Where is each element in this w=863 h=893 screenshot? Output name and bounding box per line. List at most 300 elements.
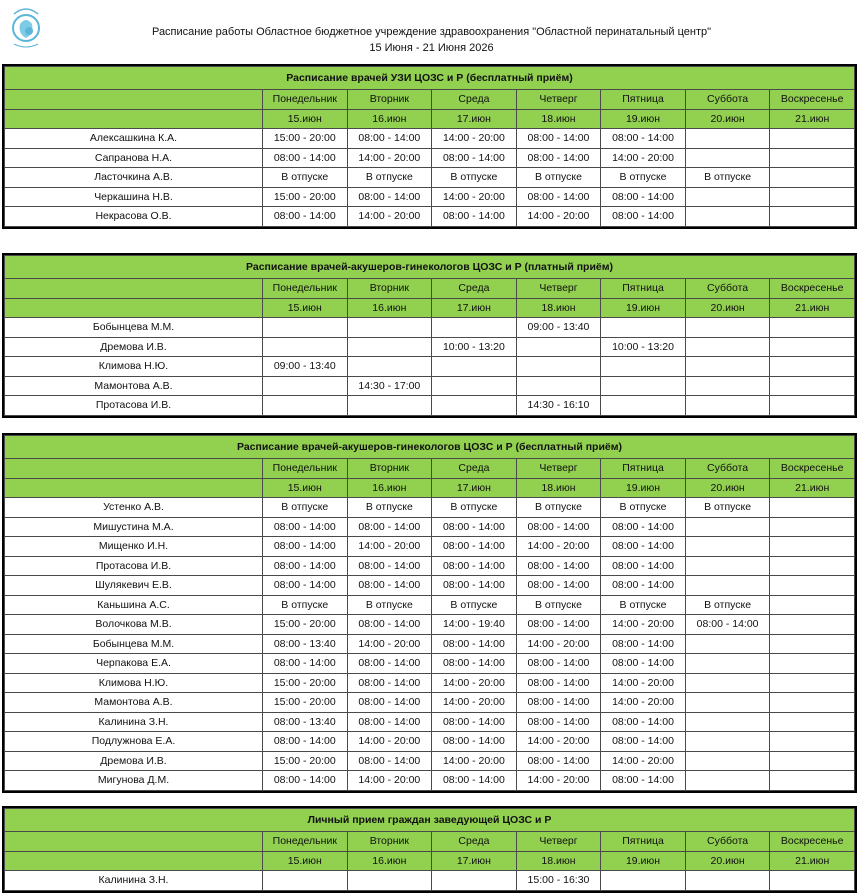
schedule-cell [770, 732, 855, 752]
date-header: 21.июн [770, 478, 855, 498]
date-header: 15.июн [263, 478, 348, 498]
schedule-cell: 08:00 - 13:40 [263, 712, 348, 732]
schedule-cell [432, 376, 517, 396]
schedule-cell [347, 337, 432, 357]
table-row [5, 751, 855, 771]
schedule-cell [770, 871, 855, 891]
schedule-cell: 15:00 - 16:30 [516, 871, 601, 891]
schedule-cell: В отпуске [516, 168, 601, 188]
table-row [5, 207, 855, 227]
schedule-cell [685, 337, 770, 357]
schedule-cell [770, 537, 855, 557]
schedule-cell: 14:00 - 20:00 [347, 148, 432, 168]
day-header: Воскресенье [770, 279, 855, 299]
schedule-cell: 14:00 - 20:00 [347, 537, 432, 557]
doctor-name: Климова Н.Ю. [5, 673, 263, 693]
schedule-cell: 14:00 - 20:00 [516, 634, 601, 654]
schedule-cell: 08:00 - 14:00 [516, 654, 601, 674]
schedule-cell: 08:00 - 14:00 [432, 732, 517, 752]
schedule-cell [770, 771, 855, 791]
schedule-cell: 15:00 - 20:00 [263, 751, 348, 771]
schedule-cell: 08:00 - 14:00 [601, 517, 686, 537]
doctor-name: Калинина З.Н. [5, 871, 263, 891]
schedule-cell [347, 871, 432, 891]
schedule-cell: 08:00 - 14:00 [516, 187, 601, 207]
date-header: 19.июн [601, 109, 686, 129]
table-row [5, 376, 855, 396]
schedule-cell: 15:00 - 20:00 [263, 693, 348, 713]
schedule-cell [516, 357, 601, 377]
day-header: Понедельник [263, 832, 348, 852]
schedule-cell [770, 654, 855, 674]
date-header: 21.июн [770, 851, 855, 871]
schedule-cell: В отпуске [601, 595, 686, 615]
schedule-cell: 10:00 - 13:20 [601, 337, 686, 357]
doctor-name: Калинина З.Н. [5, 712, 263, 732]
doctor-name: Дремова И.В. [5, 751, 263, 771]
section-title: Личный прием граждан заведующей ЦОЗС и Р [5, 809, 855, 832]
schedule-cell [770, 337, 855, 357]
table-row [5, 517, 855, 537]
schedule-cell: 08:00 - 14:00 [347, 129, 432, 149]
schedule-cell [770, 595, 855, 615]
schedule-cell: 14:30 - 17:00 [347, 376, 432, 396]
date-header: 17.июн [432, 478, 517, 498]
date-header: 19.июн [601, 851, 686, 871]
schedule-cell [263, 337, 348, 357]
schedule-cell: В отпуске [601, 498, 686, 518]
schedule-cell: 08:00 - 14:00 [516, 712, 601, 732]
schedule-cell [263, 318, 348, 338]
schedule-cell [685, 537, 770, 557]
doctor-name: Черкашина Н.В. [5, 187, 263, 207]
schedule-cell [770, 673, 855, 693]
doctor-name: Сапранова Н.А. [5, 148, 263, 168]
schedule-cell [347, 318, 432, 338]
schedule-cell: 08:00 - 14:00 [347, 556, 432, 576]
doctor-name: Протасова И.В. [5, 556, 263, 576]
doctor-name: Устенко А.В. [5, 498, 263, 518]
table-row [5, 654, 855, 674]
day-header: Суббота [685, 90, 770, 110]
schedule-cell: 08:00 - 14:00 [685, 615, 770, 635]
schedule-cell [770, 376, 855, 396]
table-row [5, 615, 855, 635]
day-header: Понедельник [263, 90, 348, 110]
date-header: 15.июн [263, 109, 348, 129]
schedule-section [2, 64, 857, 229]
date-header: 18.июн [516, 478, 601, 498]
blank-header-cell [5, 832, 263, 852]
schedule-cell [685, 634, 770, 654]
schedule-cell [263, 871, 348, 891]
table-row [5, 396, 855, 416]
day-header: Среда [432, 279, 517, 299]
table-row [5, 148, 855, 168]
schedule-cell: 15:00 - 20:00 [263, 615, 348, 635]
schedule-cell: В отпуске [347, 498, 432, 518]
schedule-cell: 08:00 - 14:00 [516, 576, 601, 596]
doctor-name: Алексашкина К.А. [5, 129, 263, 149]
doctor-name: Мамонтова А.В. [5, 376, 263, 396]
table-row [5, 168, 855, 188]
day-header: Четверг [516, 459, 601, 479]
doctor-name: Каньшина А.С. [5, 595, 263, 615]
schedule-cell: 08:00 - 14:00 [263, 771, 348, 791]
schedule-cell: 14:00 - 20:00 [601, 693, 686, 713]
schedule-cell [516, 376, 601, 396]
schedule-cell [770, 187, 855, 207]
schedule-cell: 08:00 - 14:00 [347, 187, 432, 207]
schedule-cell [685, 187, 770, 207]
schedule-cell [601, 357, 686, 377]
date-header: 17.июн [432, 298, 517, 318]
schedule-cell: 09:00 - 13:40 [263, 357, 348, 377]
schedule-cell [432, 396, 517, 416]
schedule-cell [601, 376, 686, 396]
table-row [5, 673, 855, 693]
schedule-cell: 08:00 - 14:00 [601, 732, 686, 752]
schedule-cell: 08:00 - 14:00 [263, 517, 348, 537]
day-header: Среда [432, 459, 517, 479]
schedule-cell: 08:00 - 14:00 [347, 517, 432, 537]
schedule-cell: 08:00 - 14:00 [516, 673, 601, 693]
schedule-cell [685, 357, 770, 377]
schedule-cell: 08:00 - 14:00 [263, 537, 348, 557]
day-header: Пятница [601, 459, 686, 479]
schedule-cell [685, 576, 770, 596]
schedule-cell: 08:00 - 14:00 [601, 712, 686, 732]
schedule-section [2, 433, 857, 793]
date-header: 17.июн [432, 851, 517, 871]
date-header: 17.июн [432, 109, 517, 129]
schedule-cell: 14:00 - 20:00 [601, 615, 686, 635]
schedule-cell [601, 396, 686, 416]
page-header [0, 0, 863, 62]
schedule-cell: В отпуске [432, 168, 517, 188]
schedule-cell [601, 318, 686, 338]
schedule-table [4, 808, 855, 891]
blank-header-cell [5, 459, 263, 479]
schedule-cell: 14:30 - 16:10 [516, 396, 601, 416]
table-row [5, 556, 855, 576]
day-header: Суббота [685, 832, 770, 852]
day-header: Четверг [516, 279, 601, 299]
schedule-cell: 14:00 - 20:00 [516, 207, 601, 227]
date-header: 20.июн [685, 851, 770, 871]
schedule-cell: 08:00 - 14:00 [432, 654, 517, 674]
schedule-cell [770, 712, 855, 732]
schedule-cell [770, 693, 855, 713]
schedule-cell [770, 576, 855, 596]
schedule-cell [770, 634, 855, 654]
schedule-cell: 14:00 - 20:00 [347, 732, 432, 752]
schedule-cell [432, 318, 517, 338]
schedule-cell: 08:00 - 13:40 [263, 634, 348, 654]
schedule-cell: В отпуске [685, 168, 770, 188]
schedule-cell [685, 871, 770, 891]
blank-header-cell [5, 851, 263, 871]
schedule-cell: В отпуске [601, 168, 686, 188]
doctor-name: Бобынцева М.М. [5, 634, 263, 654]
schedule-cell: В отпуске [432, 595, 517, 615]
schedule-cell: 08:00 - 14:00 [601, 207, 686, 227]
schedule-cell [601, 871, 686, 891]
schedule-cell [347, 357, 432, 377]
day-header: Воскресенье [770, 832, 855, 852]
schedule-cell: 08:00 - 14:00 [601, 771, 686, 791]
schedule-cell: 14:00 - 20:00 [347, 771, 432, 791]
schedule-cell: 09:00 - 13:40 [516, 318, 601, 338]
date-header: 16.июн [347, 109, 432, 129]
schedule-cell [685, 517, 770, 537]
blank-header-cell [5, 109, 263, 129]
schedule-cell [685, 712, 770, 732]
schedule-cell: 08:00 - 14:00 [601, 576, 686, 596]
schedule-table [4, 435, 855, 791]
schedule-cell: В отпуске [263, 595, 348, 615]
schedule-cell: 14:00 - 20:00 [432, 693, 517, 713]
schedule-cell: 08:00 - 14:00 [263, 732, 348, 752]
schedule-cell: 08:00 - 14:00 [516, 129, 601, 149]
schedule-cell: 08:00 - 14:00 [516, 556, 601, 576]
doctor-name: Мишустина М.А. [5, 517, 263, 537]
schedule-cell: 08:00 - 14:00 [432, 556, 517, 576]
schedule-cell: 08:00 - 14:00 [601, 187, 686, 207]
schedule-cell: 08:00 - 14:00 [516, 148, 601, 168]
table-row [5, 732, 855, 752]
date-header: 16.июн [347, 851, 432, 871]
schedule-cell [770, 615, 855, 635]
schedule-cell [770, 517, 855, 537]
date-header: 16.июн [347, 478, 432, 498]
schedule-cell: 08:00 - 14:00 [432, 712, 517, 732]
date-header: 21.июн [770, 298, 855, 318]
schedule-cell [685, 376, 770, 396]
schedule-cell [516, 337, 601, 357]
table-row [5, 576, 855, 596]
schedule-cell: 08:00 - 14:00 [347, 693, 432, 713]
table-row [5, 498, 855, 518]
schedule-cell [685, 396, 770, 416]
doctor-name: Шулякевич Е.В. [5, 576, 263, 596]
doctor-name: Мамонтова А.В. [5, 693, 263, 713]
date-header: 20.июн [685, 109, 770, 129]
schedule-cell: В отпуске [347, 595, 432, 615]
schedule-cell [770, 148, 855, 168]
schedule-cell: 15:00 - 20:00 [263, 129, 348, 149]
date-header: 20.июн [685, 298, 770, 318]
table-row [5, 187, 855, 207]
schedule-cell [347, 396, 432, 416]
schedule-cell: 08:00 - 14:00 [263, 148, 348, 168]
schedule-cell: 08:00 - 14:00 [516, 517, 601, 537]
schedule-cell [685, 148, 770, 168]
day-header: Воскресенье [770, 459, 855, 479]
schedule-cell: 08:00 - 14:00 [263, 576, 348, 596]
day-header: Пятница [601, 832, 686, 852]
table-row [5, 871, 855, 891]
schedule-cell [770, 357, 855, 377]
schedule-cell: 08:00 - 14:00 [601, 537, 686, 557]
schedule-cell: 08:00 - 14:00 [263, 556, 348, 576]
schedule-cell: 14:00 - 20:00 [601, 673, 686, 693]
table-row [5, 771, 855, 791]
schedule-cell [685, 318, 770, 338]
schedule-cell [432, 871, 517, 891]
schedule-cell: 08:00 - 14:00 [347, 751, 432, 771]
schedule-cell: 15:00 - 20:00 [263, 187, 348, 207]
schedule-cell: 08:00 - 14:00 [601, 634, 686, 654]
doctor-name: Климова Н.Ю. [5, 357, 263, 377]
schedule-cell: 08:00 - 14:00 [516, 693, 601, 713]
schedule-cell: В отпуске [263, 168, 348, 188]
schedule-cell [685, 673, 770, 693]
date-header: 16.июн [347, 298, 432, 318]
schedule-cell: 14:00 - 20:00 [601, 148, 686, 168]
schedule-cell [263, 376, 348, 396]
schedule-cell: 14:00 - 20:00 [347, 634, 432, 654]
schedule-cell [685, 751, 770, 771]
page-title: Расписание работы Областное бюджетное учреждение здравоохранения "Областной перинатальный центр" [151, 26, 712, 38]
day-header: Пятница [601, 279, 686, 299]
schedule-cell: 08:00 - 14:00 [432, 771, 517, 791]
schedule-cell: В отпуске [516, 498, 601, 518]
doctor-name: Волочкова М.В. [5, 615, 263, 635]
schedule-cell: 14:00 - 20:00 [432, 187, 517, 207]
date-header: 21.июн [770, 109, 855, 129]
table-row [5, 357, 855, 377]
schedule-cell: 08:00 - 14:00 [516, 751, 601, 771]
section-title: Расписание врачей УЗИ ЦОЗС и Р (бесплатный приём) [5, 67, 855, 90]
day-header: Суббота [685, 279, 770, 299]
section-title: Расписание врачей-акушеров-гинекологов ЦОЗС и Р (платный приём) [5, 256, 855, 279]
blank-header-cell [5, 298, 263, 318]
schedule-cell: В отпуске [685, 498, 770, 518]
date-header: 18.июн [516, 109, 601, 129]
blank-header-cell [5, 478, 263, 498]
day-header: Среда [432, 90, 517, 110]
schedule-cell: 08:00 - 14:00 [347, 576, 432, 596]
table-row [5, 537, 855, 557]
schedule-cell [770, 129, 855, 149]
day-header: Понедельник [263, 459, 348, 479]
schedule-cell: 08:00 - 14:00 [432, 634, 517, 654]
doctor-name: Некрасова О.В. [5, 207, 263, 227]
table-row [5, 318, 855, 338]
table-row [5, 337, 855, 357]
blank-header-cell [5, 279, 263, 299]
schedule-cell [685, 693, 770, 713]
schedule-cell: 08:00 - 14:00 [432, 207, 517, 227]
date-header: 15.июн [263, 298, 348, 318]
schedule-cell [770, 396, 855, 416]
day-header: Вторник [347, 832, 432, 852]
day-header: Суббота [685, 459, 770, 479]
schedule-cell [770, 751, 855, 771]
schedule-cell [263, 396, 348, 416]
schedule-cell: 14:00 - 20:00 [432, 673, 517, 693]
doctor-name: Протасова И.В. [5, 396, 263, 416]
schedule-cell [770, 556, 855, 576]
day-header: Вторник [347, 90, 432, 110]
date-header: 18.июн [516, 851, 601, 871]
schedule-table [4, 255, 855, 416]
schedule-cell [685, 556, 770, 576]
day-header: Понедельник [263, 279, 348, 299]
schedule-cell: 08:00 - 14:00 [432, 576, 517, 596]
schedule-cell: 15:00 - 20:00 [263, 673, 348, 693]
schedule-cell: 14:00 - 20:00 [516, 537, 601, 557]
schedule-cell: 08:00 - 14:00 [347, 615, 432, 635]
schedule-cell: 14:00 - 20:00 [432, 751, 517, 771]
schedule-cell [685, 129, 770, 149]
date-header: 20.июн [685, 478, 770, 498]
schedule-cell: 08:00 - 14:00 [432, 517, 517, 537]
table-row [5, 712, 855, 732]
schedule-cell [770, 318, 855, 338]
schedule-cell: 14:00 - 20:00 [432, 129, 517, 149]
schedule-cell [685, 654, 770, 674]
doctor-name: Мищенко И.Н. [5, 537, 263, 557]
schedule-cell: 10:00 - 13:20 [432, 337, 517, 357]
date-header: 15.июн [263, 851, 348, 871]
schedule-cell [770, 498, 855, 518]
schedule-cell: 14:00 - 20:00 [347, 207, 432, 227]
day-header: Пятница [601, 90, 686, 110]
day-header: Среда [432, 832, 517, 852]
schedule-cell: 08:00 - 14:00 [516, 615, 601, 635]
table-row [5, 693, 855, 713]
schedule-cell: 14:00 - 19:40 [432, 615, 517, 635]
schedule-cell [770, 168, 855, 188]
schedule-cell: 14:00 - 20:00 [601, 751, 686, 771]
date-header: 19.июн [601, 298, 686, 318]
schedule-cell: В отпуске [432, 498, 517, 518]
schedule-cell: 08:00 - 14:00 [601, 654, 686, 674]
doctor-name: Мигунова Д.М. [5, 771, 263, 791]
day-header: Воскресенье [770, 90, 855, 110]
day-header: Четверг [516, 832, 601, 852]
schedule-cell: 08:00 - 14:00 [601, 556, 686, 576]
schedule-section [2, 806, 857, 893]
doctor-name: Черпакова Е.А. [5, 654, 263, 674]
date-header: 19.июн [601, 478, 686, 498]
schedule-cell: 14:00 - 20:00 [516, 771, 601, 791]
day-header: Вторник [347, 279, 432, 299]
schedule-cell: 08:00 - 14:00 [432, 537, 517, 557]
schedule-cell: 08:00 - 14:00 [347, 654, 432, 674]
doctor-name: Ласточкина А.В. [5, 168, 263, 188]
schedule-table [4, 66, 855, 227]
schedule-cell: 08:00 - 14:00 [432, 148, 517, 168]
schedule-cell: 08:00 - 14:00 [347, 712, 432, 732]
schedule-cell: 08:00 - 14:00 [263, 654, 348, 674]
schedule-cell: В отпуске [263, 498, 348, 518]
schedule-cell [685, 207, 770, 227]
schedule-cell: В отпуске [685, 595, 770, 615]
schedule-cell [685, 732, 770, 752]
schedule-cell: 08:00 - 14:00 [601, 129, 686, 149]
table-row [5, 129, 855, 149]
schedule-cell: 08:00 - 14:00 [347, 673, 432, 693]
schedule-cell [770, 207, 855, 227]
day-header: Вторник [347, 459, 432, 479]
schedule-cell: В отпуске [516, 595, 601, 615]
day-header: Четверг [516, 90, 601, 110]
doctor-name: Дремова И.В. [5, 337, 263, 357]
section-title: Расписание врачей-акушеров-гинекологов ЦОЗС и Р (бесплатный приём) [5, 436, 855, 459]
